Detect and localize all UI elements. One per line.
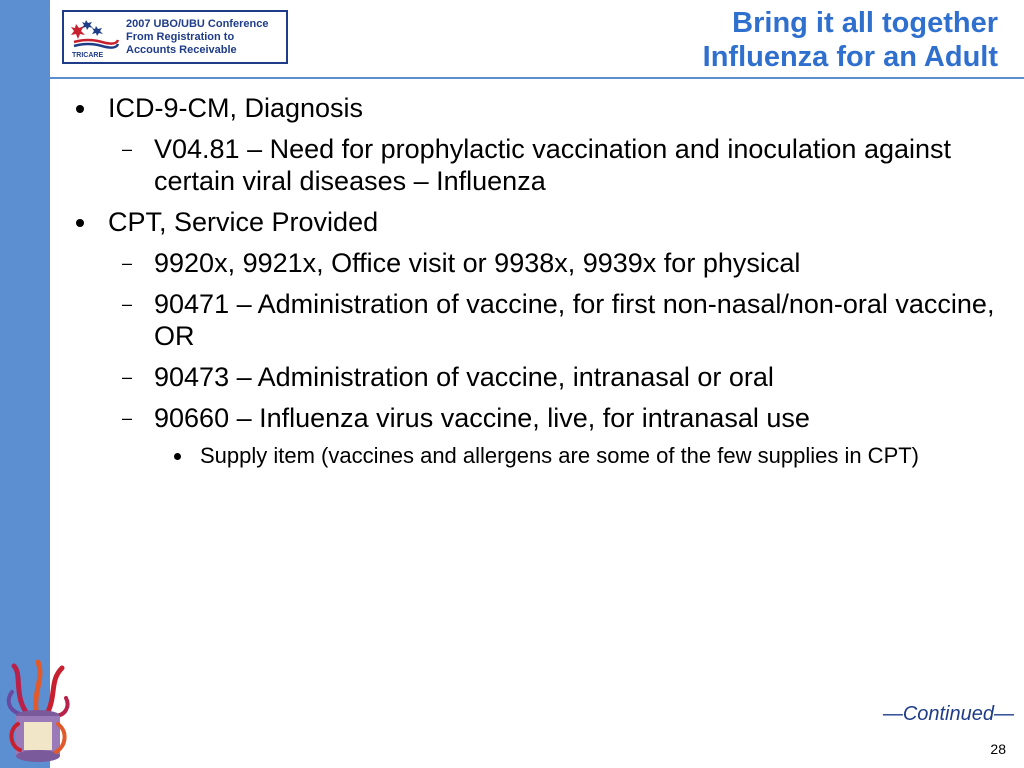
sub-bullet-item	[72, 288, 1012, 352]
can-of-worms-mascot-icon	[4, 654, 74, 764]
dash-icon: –	[122, 139, 133, 159]
tricare-logo-icon	[70, 16, 120, 60]
bullet-item	[72, 206, 1012, 238]
logo-line-3: Accounts Receivable	[126, 44, 237, 56]
conference-logo	[62, 10, 288, 64]
sub-bullet-text: 90473 – Administration of vaccine, intranasal or oral	[154, 362, 774, 392]
left-accent-bar	[0, 0, 50, 768]
sub-bullet-item	[72, 133, 1012, 197]
tricare-wordmark: TRICARE	[72, 52, 104, 59]
dash-icon: –	[122, 294, 133, 314]
bullet-item	[72, 92, 1012, 124]
sub-bullet-item	[72, 361, 1012, 393]
bullet-text: CPT, Service Provided	[108, 207, 379, 237]
dash-icon: –	[122, 408, 133, 428]
sub-bullet-text: 90471 – Administration of vaccine, for first non-nasal/non-oral vaccine, OR	[154, 289, 995, 351]
slide-title	[398, 6, 998, 74]
sub-sub-bullet-item	[72, 439, 1012, 472]
dash-icon: –	[122, 253, 133, 273]
sub-bullet-item	[72, 247, 1012, 279]
sub-bullet-item	[72, 402, 1012, 434]
sub-bullet-text: 9920x, 9921x, Office visit or 9938x, 9939x for physical	[154, 248, 801, 278]
sub-sub-bullet-text: Supply item (vaccines and allergens are some of the few supplies in CPT)	[200, 443, 920, 468]
slide-body	[72, 92, 1012, 472]
header-divider	[50, 77, 1024, 79]
continued-label: —Continued—	[882, 703, 1014, 725]
bullet-dot-icon	[76, 219, 84, 227]
slide-title-line-2: Influenza for an Adult	[702, 41, 998, 73]
slide-title-line-1: Bring it all together	[732, 7, 998, 39]
sub-bullet-text: V04.81 – Need for prophylactic vaccination and inoculation against certain viral diseases – Influenza	[154, 134, 952, 196]
bullet-text: ICD-9-CM, Diagnosis	[108, 93, 364, 123]
small-bullet-dot-icon	[174, 453, 181, 460]
logo-line-2: From Registration to	[126, 31, 235, 43]
dash-icon: –	[122, 367, 133, 387]
page-number: 28	[990, 741, 1006, 757]
bullet-dot-icon	[76, 105, 84, 113]
logo-line-1: 2007 UBO/UBU Conference	[126, 18, 269, 30]
sub-bullet-text: 90660 – Influenza virus vaccine, live, for intranasal use	[154, 403, 810, 433]
